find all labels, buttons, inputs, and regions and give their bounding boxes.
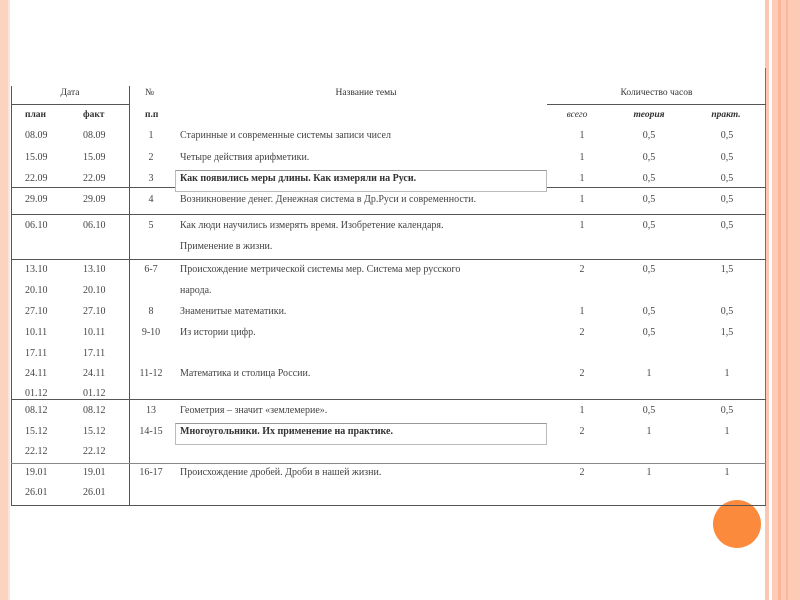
cell-plan: 10.11 <box>25 327 48 338</box>
table-border-right <box>765 68 766 506</box>
cell-theory: 0,5 <box>642 306 656 317</box>
cell-practice: 0,5 <box>720 173 734 184</box>
cell-practice: 1 <box>724 368 730 379</box>
cell-fact: 13.10 <box>83 264 106 275</box>
header-plan: план <box>25 110 47 120</box>
header-practice: практ. <box>711 110 741 120</box>
cell-fact: 15.12 <box>83 426 106 437</box>
cell-total: 2 <box>579 264 585 275</box>
cell-num: 11-12 <box>139 368 163 379</box>
cell-practice: 0,5 <box>720 194 734 205</box>
cell-practice: 1,5 <box>720 327 734 338</box>
cell-plan: 19.01 <box>25 467 48 478</box>
cell-fact: 20.10 <box>83 285 106 296</box>
cell-plan: 08.09 <box>25 130 48 141</box>
cell-topic: Знаменитые математики. <box>180 306 287 317</box>
header-total: всего <box>566 110 588 120</box>
cell-fact: 26.01 <box>83 487 106 498</box>
cell-plan: 08.12 <box>25 405 48 416</box>
cell-total: 2 <box>579 426 585 437</box>
cell-topic: Многоугольники. Их применение на практике. <box>180 426 393 437</box>
cell-plan: 24.11 <box>25 368 48 379</box>
cell-practice: 1 <box>724 467 730 478</box>
cell-plan: 17.11 <box>25 348 48 359</box>
cell-num: 4 <box>148 194 154 205</box>
cell-topic: Четыре действия арифметики. <box>180 152 310 163</box>
row-separator <box>11 463 766 464</box>
cell-practice: 0,5 <box>720 220 734 231</box>
cell-fact: 08.12 <box>83 405 106 416</box>
table-border-bottom <box>11 505 766 506</box>
cell-fact: 10.11 <box>83 327 106 338</box>
cell-num: 13 <box>146 405 156 416</box>
cell-plan: 22.09 <box>25 173 48 184</box>
cell-theory: 0,5 <box>642 152 656 163</box>
cell-topic: Как люди научились измерять время. Изобретение календаря. <box>180 220 444 231</box>
column-divider <box>129 86 130 506</box>
decorative-orange-circle <box>713 500 761 548</box>
cell-theory: 0,5 <box>642 130 656 141</box>
cell-num: 8 <box>148 306 154 317</box>
decorative-stripe-left <box>0 0 8 600</box>
cell-fact: 19.01 <box>83 467 106 478</box>
cell-fact: 27.10 <box>83 306 106 317</box>
row-separator <box>11 214 766 215</box>
table-border-left <box>11 86 12 506</box>
cell-theory: 1 <box>646 426 652 437</box>
cell-fact: 17.11 <box>83 348 106 359</box>
cell-practice: 0,5 <box>720 152 734 163</box>
cell-fact: 22.12 <box>83 446 106 457</box>
cell-fact: 22.09 <box>83 173 106 184</box>
cell-num: 6-7 <box>144 264 158 275</box>
cell-plan: 27.10 <box>25 306 48 317</box>
cell-total: 1 <box>579 130 585 141</box>
cell-theory: 0,5 <box>642 405 656 416</box>
cell-topic: Математика и столица России. <box>180 368 311 379</box>
cell-total: 1 <box>579 306 585 317</box>
schedule-table <box>11 86 766 506</box>
header-divider-date <box>11 104 129 105</box>
cell-num: 1 <box>148 130 154 141</box>
cell-fact: 24.11 <box>83 368 106 379</box>
cell-theory: 0,5 <box>642 327 656 338</box>
cell-total: 1 <box>579 173 585 184</box>
cell-total: 1 <box>579 220 585 231</box>
cell-topic: Геометрия – значит «землемерие». <box>180 405 328 416</box>
cell-fact: 15.09 <box>83 152 106 163</box>
cell-num: 14-15 <box>139 426 163 437</box>
cell-plan: 29.09 <box>25 194 48 205</box>
header-date: Дата <box>60 88 80 98</box>
cell-practice: 1,5 <box>720 264 734 275</box>
header-topic: Название темы <box>335 88 397 98</box>
cell-plan: 22.12 <box>25 446 48 457</box>
cell-theory: 0,5 <box>642 173 656 184</box>
cell-topic: Старинные и современные системы записи чисел <box>180 130 391 141</box>
cell-total: 2 <box>579 368 585 379</box>
cell-plan: 15.12 <box>25 426 48 437</box>
cell-num: 9-10 <box>141 327 161 338</box>
cell-practice: 0,5 <box>720 405 734 416</box>
cell-num: 2 <box>148 152 154 163</box>
cell-total: 1 <box>579 194 585 205</box>
cell-fact: 06.10 <box>83 220 106 231</box>
cell-fact: 08.09 <box>83 130 106 141</box>
cell-plan: 26.01 <box>25 487 48 498</box>
row-separator <box>11 259 766 260</box>
cell-topic: Как появились меры длины. Как измеряли на Руси. <box>180 173 417 184</box>
cell-theory: 1 <box>646 467 652 478</box>
cell-total: 2 <box>579 327 585 338</box>
cell-theory: 0,5 <box>642 220 656 231</box>
cell-plan: 13.10 <box>25 264 48 275</box>
cell-theory: 0,5 <box>642 194 656 205</box>
cell-topic-line2: народа. <box>180 285 212 296</box>
cell-num: 3 <box>148 173 154 184</box>
header-num: № <box>145 88 155 98</box>
decorative-stripe-right-line <box>778 0 781 600</box>
header-divider-hours <box>547 104 766 105</box>
cell-total: 2 <box>579 467 585 478</box>
cell-practice: 0,5 <box>720 306 734 317</box>
header-fact: факт <box>83 110 105 120</box>
cell-theory: 0,5 <box>642 264 656 275</box>
cell-total: 1 <box>579 405 585 416</box>
cell-fact: 29.09 <box>83 194 106 205</box>
cell-topic: Из истории цифр. <box>180 327 256 338</box>
cell-plan: 06.10 <box>25 220 48 231</box>
cell-fact: 01.12 <box>83 388 106 399</box>
decorative-stripe-right-line <box>786 0 788 600</box>
cell-plan: 20.10 <box>25 285 48 296</box>
cell-plan: 15.09 <box>25 152 48 163</box>
cell-topic-line2: Применение в жизни. <box>180 241 273 252</box>
cell-topic: Происхождение метрической системы мер. Система мер русского <box>180 264 461 275</box>
cell-num: 16-17 <box>139 467 163 478</box>
cell-topic: Возникновение денег. Денежная система в Др.Руси и современности. <box>180 194 476 205</box>
cell-practice: 1 <box>724 426 730 437</box>
cell-theory: 1 <box>646 368 652 379</box>
cell-plan: 01.12 <box>25 388 48 399</box>
header-theory: теория <box>633 110 665 120</box>
decorative-stripe-left-inner <box>8 0 10 600</box>
cell-total: 1 <box>579 152 585 163</box>
header-hours: Количество часов <box>620 88 693 98</box>
cell-practice: 0,5 <box>720 130 734 141</box>
cell-num: 5 <box>148 220 154 231</box>
row-separator <box>11 399 766 400</box>
cell-topic: Происхождение дробей. Дроби в нашей жизни. <box>180 467 382 478</box>
header-num-sub: п.п <box>145 110 159 120</box>
